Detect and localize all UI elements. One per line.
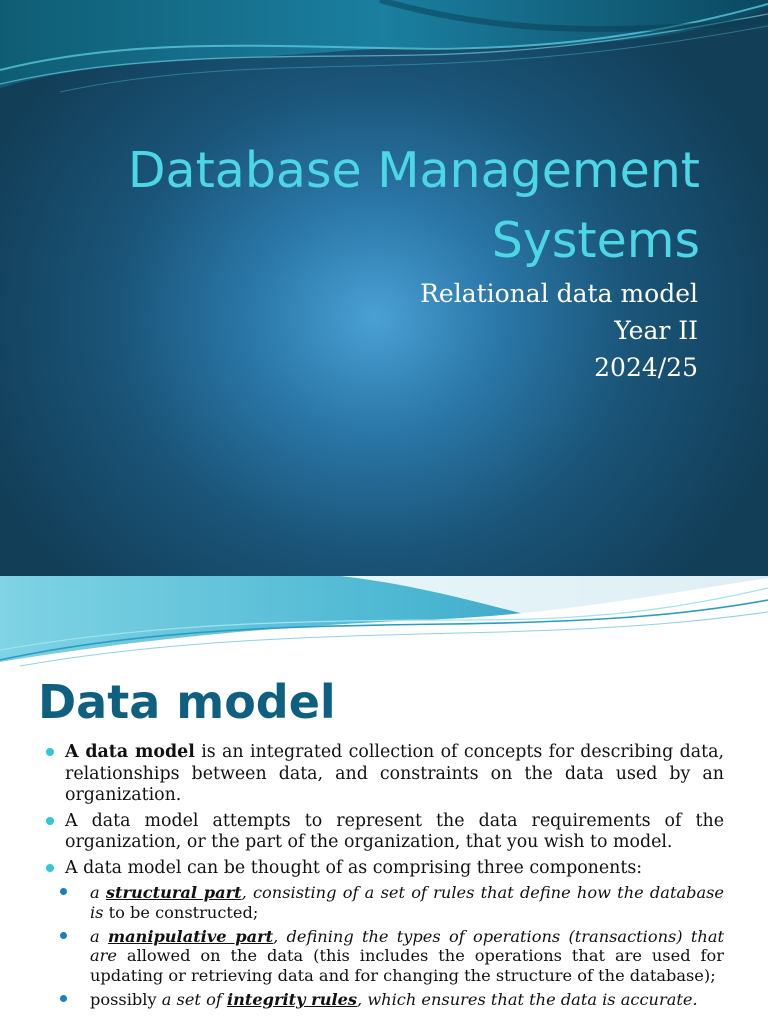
bullet-icon xyxy=(46,748,54,756)
sub-list-item xyxy=(44,927,724,986)
list-item xyxy=(44,858,724,880)
sub-text: , defining the types of operations (transactions) that are xyxy=(90,926,724,966)
bullet-list xyxy=(44,742,724,1014)
term-bold: A data model xyxy=(65,742,195,762)
slide-subtitle xyxy=(198,275,698,386)
bullet-icon xyxy=(46,864,54,872)
slide-title-line1: Database Management xyxy=(127,142,700,199)
sub-text: to be constructed; xyxy=(103,902,259,922)
sub-text: a xyxy=(90,926,108,946)
sub-text: a set of xyxy=(161,989,227,1009)
sub-text: possibly xyxy=(90,989,162,1009)
sub-bullet-icon xyxy=(60,932,67,939)
subtitle-line: 2024/25 xyxy=(594,353,698,382)
bullet-text: A data model can be thought of as comprising three components: xyxy=(65,857,643,878)
wave-decoration xyxy=(0,576,768,686)
bullet-icon xyxy=(46,817,54,825)
list-item xyxy=(44,742,724,807)
term-emphasis: integrity rules xyxy=(226,989,358,1009)
list-item xyxy=(44,811,724,854)
sub-bullet-icon xyxy=(60,888,67,895)
slide-heading: Data model xyxy=(38,675,336,729)
slide-title-line2: Systems xyxy=(491,212,700,269)
data-model-slide xyxy=(0,576,768,1024)
subtitle-line: Year II xyxy=(614,316,698,345)
sub-text: , consisting of a set of rules that define how the database is xyxy=(90,883,724,922)
subtitle-line: Relational data model xyxy=(420,279,698,308)
sub-list-item xyxy=(44,990,724,1010)
term-emphasis: structural part xyxy=(105,883,242,902)
bullet-text: A data model attempts to represent the data requirements of the organization, or the part of the organization, that you wish to model. xyxy=(65,810,724,852)
bullet-text: is an integrated collection of concepts for describing data, relationships between data, and constraints on the data used by an organization. xyxy=(65,742,724,805)
sub-text: a xyxy=(90,883,106,902)
term-emphasis: manipulative part xyxy=(107,926,274,946)
sub-list-item xyxy=(44,883,724,923)
slide-title xyxy=(60,136,700,276)
sub-text: allowed on the data (this includes the operations that are used for updating or retrieving data and for changing the structure of the database); xyxy=(90,946,724,986)
sub-bullet-icon xyxy=(60,995,67,1002)
sub-text: , which ensures that the data is accurate. xyxy=(357,989,698,1009)
